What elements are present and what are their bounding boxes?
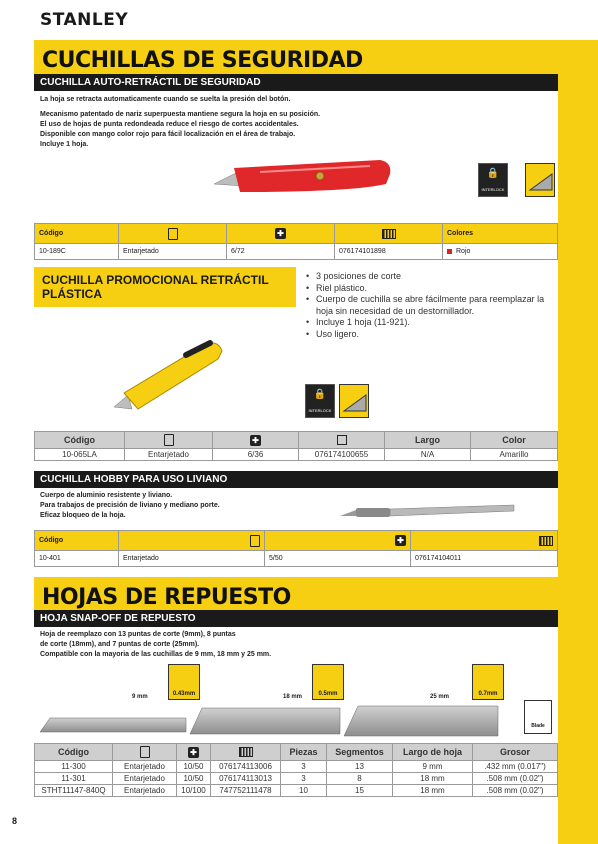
product-subtitle-auto-retract: CUCHILLA AUTO-RETRÁCTIL DE SEGURIDAD xyxy=(34,74,558,91)
col-header-qty xyxy=(265,531,411,551)
section-title-safety-knives: CUCHILLAS DE SEGURIDAD xyxy=(42,48,363,73)
table-header-row xyxy=(35,432,558,449)
desc-line: Eficaz bloqueo de la hoja. xyxy=(40,512,126,519)
col-header-barcode xyxy=(335,224,443,244)
cell-code: 10-401 xyxy=(35,551,119,567)
package-icon xyxy=(164,434,174,446)
col-header-qty xyxy=(227,224,335,244)
cell-barcode: 747752111478 xyxy=(211,785,281,797)
thickness-label: 0.7mm xyxy=(478,691,498,697)
cell-color xyxy=(443,244,558,260)
table-header-row xyxy=(35,744,558,761)
blade-badge-25mm xyxy=(472,664,504,700)
col-header-code: Código xyxy=(35,224,119,244)
thickness-label: 0.5mm xyxy=(318,691,338,697)
cell-packaging: Entarjetado xyxy=(119,244,227,260)
red-swatch xyxy=(447,249,452,254)
rounded-tip-blade-badge xyxy=(525,163,555,197)
box-qty-icon: ✚ xyxy=(250,435,261,446)
cell-code: 11-300 xyxy=(35,761,113,773)
blade-pack-label: Blade xyxy=(531,723,545,729)
cell-length: N/A xyxy=(385,449,471,461)
blade-size-9mm: 9 mm xyxy=(132,694,148,700)
right-accent-bar xyxy=(558,40,598,844)
list-item: • Riel plástico. xyxy=(306,283,556,295)
lock-icon: 🔒 xyxy=(313,389,327,400)
interlock-badge: 🔒 INTERLOCK xyxy=(478,163,508,197)
cell-barcode: 076174104011 xyxy=(411,551,558,567)
col-header-thickness: Grosor xyxy=(473,744,558,761)
product-table-snap-off xyxy=(34,743,558,797)
product-description-snap-off xyxy=(40,630,271,660)
list-item: • 3 posiciones de corte xyxy=(306,271,556,283)
col-header-packaging xyxy=(125,432,213,449)
blade-type-badge xyxy=(339,384,369,418)
cell-barcode: 076174113013 xyxy=(211,773,281,785)
col-header-barcode xyxy=(299,432,385,449)
cell-packaging: Entarjetado xyxy=(125,449,213,461)
interlock-badge-2: 🔒 INTERLOCK xyxy=(305,384,335,418)
col-header-code: Código xyxy=(35,531,119,551)
desc-line: Compatible con la mayoria de las cuchillas de 9 mm, 18 mm y 25 mm. xyxy=(40,651,272,658)
col-header-color: Color xyxy=(471,432,558,449)
table-header-row xyxy=(35,531,558,551)
cell-packaging: Entarjetado xyxy=(113,785,177,797)
product-subtitle-snap-off: HOJA SNAP-OFF DE REPUESTO xyxy=(34,610,558,627)
box-qty-icon: ✚ xyxy=(188,747,199,758)
cell-segments: 8 xyxy=(327,773,393,785)
cell-barcode: 076174100655 xyxy=(299,449,385,461)
yellow-promo-knife-image xyxy=(108,337,226,417)
feature-list-promo-knife xyxy=(306,271,556,340)
barcode-icon xyxy=(337,435,347,445)
list-item: • Cuerpo de cuchilla se abre fácilmente para reemplazar la hoja sin necesidad de un destornillador. xyxy=(306,294,556,317)
cell-packaging: Entarjetado xyxy=(113,773,177,785)
list-item: • Uso ligero. xyxy=(306,329,556,341)
product-description-auto-retract xyxy=(40,95,320,150)
col-header-length: Largo xyxy=(385,432,471,449)
cell-code: 10-189C xyxy=(35,244,119,260)
desc-line: Cuerpo de aluminio resistente y liviano. xyxy=(40,492,173,499)
cell-blade-length: 18 mm xyxy=(393,785,473,797)
col-header-code: Código xyxy=(35,432,125,449)
col-header-code: Código xyxy=(35,744,113,761)
desc-line: El uso de hojas de punta redondeada reduce el riesgo de cortes accidentales. xyxy=(40,121,299,128)
package-icon xyxy=(168,228,178,240)
title-line: PLÁSTICA xyxy=(42,287,102,301)
blade-badge-18mm xyxy=(312,664,344,700)
col-header-colors: Colores xyxy=(443,224,558,244)
col-header-packaging xyxy=(119,224,227,244)
lock-icon: 🔒 xyxy=(486,168,500,179)
col-header-qty xyxy=(213,432,299,449)
product-title-promo-knife xyxy=(34,267,296,307)
cell-packaging: Entarjetado xyxy=(113,761,177,773)
col-header-packaging xyxy=(113,744,177,761)
cell-blade-length: 18 mm xyxy=(393,773,473,785)
product-table-hobby-knife xyxy=(34,530,558,567)
desc-line: Para trabajos de precisión de liviano y mediano porte. xyxy=(40,502,220,509)
blade-pack-badge xyxy=(524,700,552,734)
thickness-label: 0.43mm xyxy=(172,691,196,697)
desc-line: Disponible con mango color rojo para fácil localización en el área de trabajo. xyxy=(40,131,296,138)
brand-logo: STANLEY xyxy=(40,10,129,30)
cell-qty: 10/50 xyxy=(177,773,211,785)
package-icon xyxy=(140,746,150,758)
desc-line: Incluye 1 hoja. xyxy=(40,141,89,148)
cell-barcode: 076174113006 xyxy=(211,761,281,773)
cell-barcode: 076174101898 xyxy=(335,244,443,260)
product-subtitle-hobby-knife: CUCHILLA HOBBY PARA USO LIVIANO xyxy=(34,471,558,488)
desc-line: de corte (18mm), and 7 puntas de corte (25mm). xyxy=(40,641,200,648)
blade-badge-9mm xyxy=(168,664,200,700)
product-description-hobby-knife xyxy=(40,491,220,521)
cell-qty: 10/100 xyxy=(177,785,211,797)
col-header-blade-length: Largo de hoja xyxy=(393,744,473,761)
cell-pieces: 3 xyxy=(281,761,327,773)
cell-qty: 10/50 xyxy=(177,761,211,773)
snap-off-blades-image xyxy=(36,704,526,738)
col-header-barcode xyxy=(411,531,558,551)
table-row xyxy=(35,773,558,785)
blade-size-25mm: 25 mm xyxy=(430,694,450,700)
cell-segments: 15 xyxy=(327,785,393,797)
table-row xyxy=(35,785,558,797)
desc-line: Hoja de reemplazo con 13 puntas de corte (9mm), 8 puntas xyxy=(40,631,236,638)
cell-pieces: 10 xyxy=(281,785,327,797)
desc-line: Mecanismo patentado de nariz superpuesta mantiene segura la hoja en su posición. xyxy=(40,111,321,118)
cell-thickness: .432 mm (0.017") xyxy=(473,761,558,773)
cell-thickness: .508 mm (0.02") xyxy=(473,785,558,797)
cell-qty: 6/36 xyxy=(213,449,299,461)
cell-color: Amarillo xyxy=(471,449,558,461)
cell-code: 10-065LA xyxy=(35,449,125,461)
hobby-knife-image xyxy=(338,500,518,522)
box-qty-icon: ✚ xyxy=(275,228,286,239)
list-item: • Incluye 1 hoja (11-921). xyxy=(306,317,556,329)
cell-segments: 13 xyxy=(327,761,393,773)
title-line: CUCHILLA PROMOCIONAL RETRÁCTIL xyxy=(42,273,269,287)
barcode-icon xyxy=(539,536,553,546)
desc-line: La hoja se retracta automaticamente cuando se suelta la presión del botón. xyxy=(40,96,291,103)
col-header-qty xyxy=(177,744,211,761)
cell-pieces: 3 xyxy=(281,773,327,785)
col-header-barcode xyxy=(211,744,281,761)
cell-color-text: Rojo xyxy=(456,248,471,255)
blade-icon xyxy=(340,385,370,419)
barcode-icon xyxy=(382,229,396,239)
section-title-replacement-blades: HOJAS DE REPUESTO xyxy=(42,585,291,610)
blade-size-18mm: 18 mm xyxy=(283,694,303,700)
cell-packaging: Entarjetado xyxy=(119,551,265,567)
cell-code: STHT11147-840Q xyxy=(35,785,113,797)
barcode-icon xyxy=(239,747,253,757)
cell-code: 11-301 xyxy=(35,773,113,785)
table-row xyxy=(35,244,558,260)
box-qty-icon: ✚ xyxy=(395,535,406,546)
cell-qty: 5/50 xyxy=(265,551,411,567)
product-table-auto-retract xyxy=(34,223,558,260)
table-row xyxy=(35,761,558,773)
table-row xyxy=(35,449,558,461)
col-header-pieces: Piezas xyxy=(281,744,327,761)
cell-thickness: .508 mm (0.02") xyxy=(473,773,558,785)
table-row xyxy=(35,551,558,567)
product-table-promo-knife xyxy=(34,431,558,461)
blade-icon xyxy=(526,164,556,198)
col-header-segments: Segmentos xyxy=(327,744,393,761)
col-header-packaging xyxy=(119,531,265,551)
cell-blade-length: 9 mm xyxy=(393,761,473,773)
table-header-row xyxy=(35,224,558,244)
cell-qty: 6/72 xyxy=(227,244,335,260)
package-icon xyxy=(250,535,260,547)
page-number: 8 xyxy=(12,816,18,826)
red-safety-knife-image xyxy=(210,148,396,198)
